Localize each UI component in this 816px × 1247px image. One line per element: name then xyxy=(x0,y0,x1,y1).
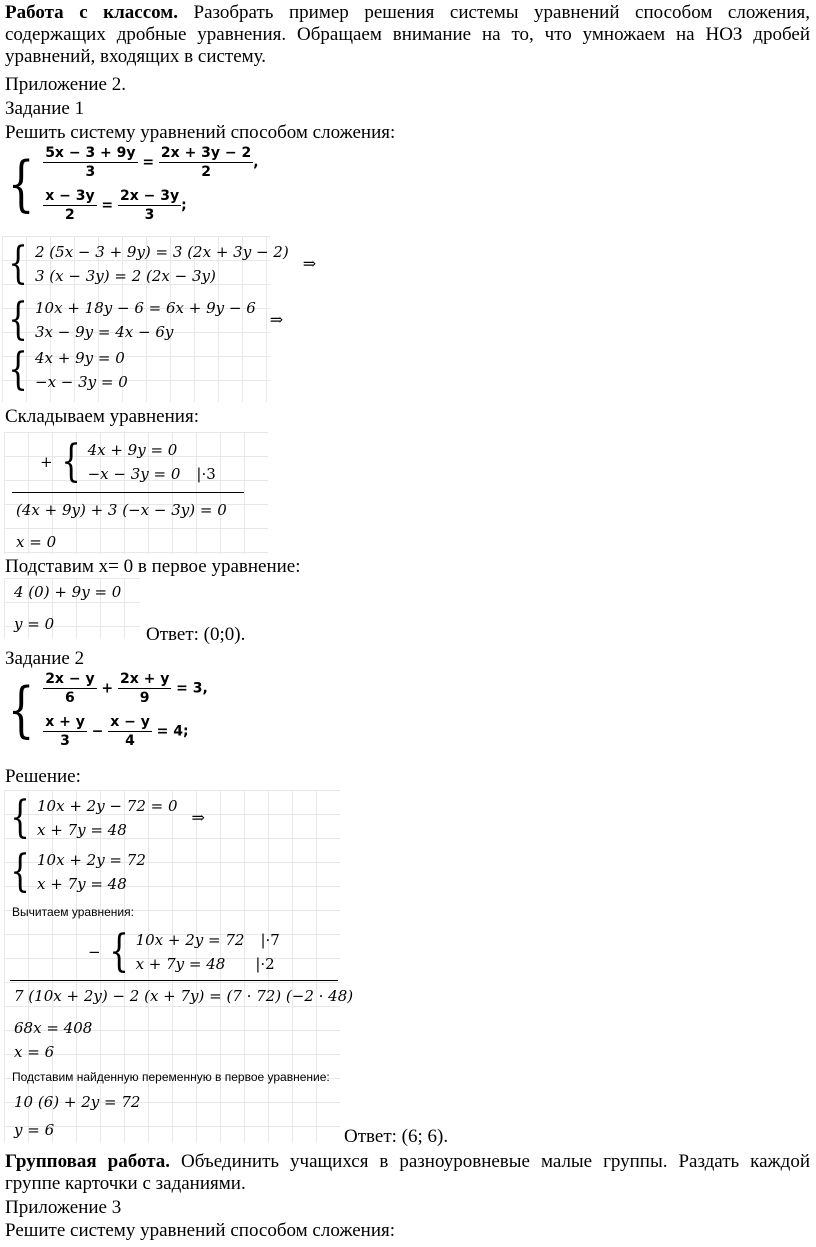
group-paragraph xyxy=(5,1151,810,1195)
task2-subst-eq: 10 (6) + 2y = 72 xyxy=(14,1093,141,1111)
group-text: Объединить учащихся в разноуровневые малые группы. Раздать каждой группе карточки с заданиями. xyxy=(5,1151,810,1194)
task2-r2: x = 6 xyxy=(14,1043,55,1061)
task2-title: Задание 2 xyxy=(5,648,85,669)
appendix-2: Приложение 2. xyxy=(5,74,126,95)
task2-r1: 68x = 408 xyxy=(14,1019,93,1037)
task1-step2: { 10x + 18y − 6 = 6x + 9y − 6 3x − 9y = 4x − 6y ⇒ xyxy=(8,294,284,345)
task1-step3: { 4x + 9y = 0 −x − 3y = 0 xyxy=(8,344,128,395)
task1-y-result: y = 0 xyxy=(14,615,55,633)
intro-text: Разобрать пример решения системы уравнений способом сложения, содержащих дробные уравнения. Обращаем внимание на то, что умножаем на НОЗ дробей уравнений, входящих в систему. xyxy=(5,2,810,67)
task2-step2: { 10x + 2y = 72 x + 7y = 48 xyxy=(10,846,146,897)
task1-subst-label: Подставим x= 0 в первое уравнение: xyxy=(5,556,301,577)
task1-subst-eq: 4 (0) + 9y = 0 xyxy=(14,583,122,601)
task1-answer: Ответ: (0;0). xyxy=(146,624,246,645)
task2-system: { $\frac{2x - y}{6}$ + $\frac{2x + y}{9}$ = 3, $\frac{x + y}{3}$ − $\frac{x - y}{4}$ = 4; xyxy=(7,671,208,749)
task2-sub-label: Вычитаем уравнения: xyxy=(12,905,134,919)
task1-add-system: + { 4x + 9y = 0 −x − 3y = 0 |·3 xyxy=(40,436,216,487)
task2-solution-label: Решение: xyxy=(5,766,81,787)
task2-answer: Ответ: (6; 6). xyxy=(344,1126,449,1147)
task1-add-line xyxy=(12,492,244,493)
task1-title: Задание 1 xyxy=(5,98,85,119)
task1-add-sum: (4x + 9y) + 3 (−x − 3y) = 0 xyxy=(16,501,227,519)
task1-system: { $\frac{5x - 3 + 9y}{3}$ = $\frac{2x + 3y - 2}{2}$ , $\frac{x - 3y}{2}$ = $\frac{2x - 3y}{3}$ ; xyxy=(7,145,259,223)
task1-prompt: Решить систему уравнений способом сложения: xyxy=(5,122,396,143)
appendix-3: Приложение 3 xyxy=(5,1197,122,1218)
task3-prompt: Решите систему уравнений способом сложения: xyxy=(5,1220,396,1241)
intro-paragraph xyxy=(5,2,810,68)
task2-y-result: y = 6 xyxy=(14,1121,55,1139)
task1-x-result: x = 0 xyxy=(16,533,57,551)
task2-sub-result: 7 (10x + 2y) − 2 (x + 7y) = (7 · 72) (−2 · 48) xyxy=(14,987,354,1005)
task1-step1: { 2 (5x − 3 + 9y) = 3 (2x + 3y − 2) 3 (x − 3y) = 2 (2x − 3y) ⇒ xyxy=(8,238,317,289)
task2-sub-line xyxy=(10,980,338,981)
intro-bold: Работа с классом. xyxy=(5,2,178,23)
group-bold: Групповая работа. xyxy=(5,1151,171,1172)
task2-sub-system: − { 10x + 2y = 72 |·7 x + 7y = 48 |·2 xyxy=(88,926,280,977)
task2-subst-label: Подставим найденную переменную в первое уравнение: xyxy=(12,1070,330,1084)
task1-add-label: Складываем уравнения: xyxy=(5,406,199,427)
task2-step1: { 10x + 2y − 72 = 0 x + 7y = 48 ⇒ xyxy=(10,792,205,843)
